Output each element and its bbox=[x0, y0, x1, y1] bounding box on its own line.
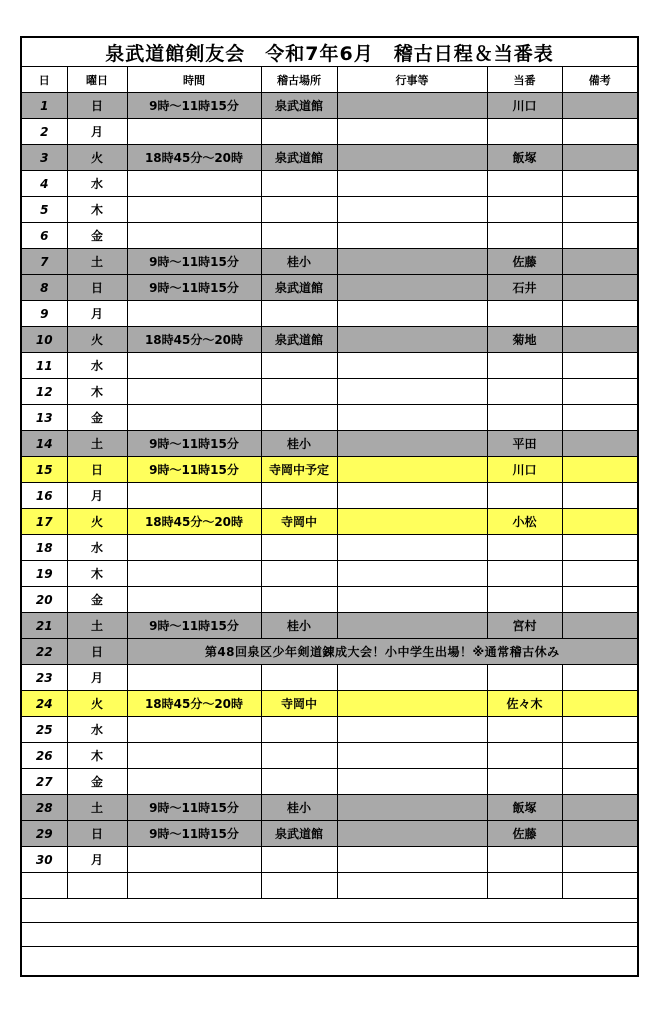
time-cell bbox=[127, 379, 261, 405]
place-cell: 桂小 bbox=[261, 795, 337, 821]
weekday-cell: 日 bbox=[67, 639, 127, 665]
day-cell: 15 bbox=[21, 457, 67, 483]
event-cell bbox=[337, 509, 487, 535]
time-cell: 9時～11時15分 bbox=[127, 457, 261, 483]
place-cell: 泉武道館 bbox=[261, 821, 337, 847]
event-cell bbox=[337, 145, 487, 171]
weekday-cell: 日 bbox=[67, 821, 127, 847]
note-cell bbox=[562, 743, 638, 769]
weekday-cell: 木 bbox=[67, 197, 127, 223]
duty-cell: 菊地 bbox=[487, 327, 562, 353]
duty-cell: 宮村 bbox=[487, 613, 562, 639]
duty-cell bbox=[487, 405, 562, 431]
weekday-cell: 月 bbox=[67, 119, 127, 145]
schedule-row-day-4 bbox=[21, 171, 638, 197]
note-cell bbox=[562, 301, 638, 327]
day-cell: 8 bbox=[21, 275, 67, 301]
duty-cell bbox=[487, 483, 562, 509]
day-cell: 14 bbox=[21, 431, 67, 457]
day-cell: 10 bbox=[21, 327, 67, 353]
header-note: 備考 bbox=[562, 67, 638, 93]
time-cell bbox=[127, 223, 261, 249]
duty-cell: 飯塚 bbox=[487, 795, 562, 821]
place-cell: 寺岡中予定 bbox=[261, 457, 337, 483]
duty-cell: 川口 bbox=[487, 93, 562, 119]
note-cell bbox=[562, 353, 638, 379]
schedule-sheet bbox=[20, 36, 637, 977]
place-cell bbox=[261, 743, 337, 769]
schedule-row-day-16 bbox=[21, 483, 638, 509]
weekday-cell: 水 bbox=[67, 171, 127, 197]
schedule-row-day-30 bbox=[21, 847, 638, 873]
place-cell: 泉武道館 bbox=[261, 327, 337, 353]
event-cell bbox=[337, 119, 487, 145]
time-cell bbox=[127, 561, 261, 587]
header-event: 行事等 bbox=[337, 67, 487, 93]
duty-cell bbox=[487, 665, 562, 691]
note-cell bbox=[562, 405, 638, 431]
schedule-row-day-26 bbox=[21, 743, 638, 769]
note-cell bbox=[562, 457, 638, 483]
schedule-row-day-28 bbox=[21, 795, 638, 821]
schedule-row-day-9 bbox=[21, 301, 638, 327]
duty-cell bbox=[487, 769, 562, 795]
schedule-row-day-5 bbox=[21, 197, 638, 223]
time-cell bbox=[127, 353, 261, 379]
event-cell bbox=[337, 873, 487, 899]
duty-cell bbox=[487, 171, 562, 197]
time-cell bbox=[127, 171, 261, 197]
event-cell bbox=[337, 535, 487, 561]
duty-cell: 佐藤 bbox=[487, 249, 562, 275]
note-cell bbox=[562, 327, 638, 353]
note-cell bbox=[562, 847, 638, 873]
time-cell: 9時～11時15分 bbox=[127, 275, 261, 301]
time-cell bbox=[127, 587, 261, 613]
place-cell bbox=[261, 171, 337, 197]
day-cell: 6 bbox=[21, 223, 67, 249]
weekday-cell bbox=[67, 873, 127, 899]
blank-row bbox=[21, 947, 638, 977]
place-cell bbox=[261, 223, 337, 249]
place-cell bbox=[261, 769, 337, 795]
schedule-row-day-17 bbox=[21, 509, 638, 535]
event-cell bbox=[337, 847, 487, 873]
duty-cell: 佐々木 bbox=[487, 691, 562, 717]
weekday-cell: 木 bbox=[67, 561, 127, 587]
event-cell bbox=[337, 197, 487, 223]
duty-cell bbox=[487, 353, 562, 379]
day-cell: 12 bbox=[21, 379, 67, 405]
duty-cell bbox=[487, 301, 562, 327]
place-cell: 寺岡中 bbox=[261, 509, 337, 535]
place-cell: 泉武道館 bbox=[261, 275, 337, 301]
blank-cell bbox=[21, 899, 638, 923]
weekday-cell: 日 bbox=[67, 457, 127, 483]
day-cell: 16 bbox=[21, 483, 67, 509]
note-cell bbox=[562, 561, 638, 587]
place-cell: 桂小 bbox=[261, 613, 337, 639]
place-cell bbox=[261, 379, 337, 405]
day-cell: 13 bbox=[21, 405, 67, 431]
event-cell bbox=[337, 587, 487, 613]
note-cell bbox=[562, 483, 638, 509]
place-cell bbox=[261, 847, 337, 873]
time-cell bbox=[127, 769, 261, 795]
weekday-cell: 月 bbox=[67, 301, 127, 327]
day-cell: 30 bbox=[21, 847, 67, 873]
place-cell: 桂小 bbox=[261, 249, 337, 275]
note-cell bbox=[562, 535, 638, 561]
day-cell: 27 bbox=[21, 769, 67, 795]
event-cell bbox=[337, 821, 487, 847]
duty-cell bbox=[487, 847, 562, 873]
note-cell bbox=[562, 145, 638, 171]
header-place: 稽古場所 bbox=[261, 67, 337, 93]
duty-cell bbox=[487, 587, 562, 613]
schedule-row-day-21 bbox=[21, 613, 638, 639]
weekday-cell: 土 bbox=[67, 795, 127, 821]
event-cell bbox=[337, 379, 487, 405]
time-cell: 18時45分～20時 bbox=[127, 145, 261, 171]
event-cell bbox=[337, 353, 487, 379]
duty-cell bbox=[487, 717, 562, 743]
note-cell bbox=[562, 431, 638, 457]
schedule-row-day-15 bbox=[21, 457, 638, 483]
duty-cell bbox=[487, 561, 562, 587]
time-cell: 9時～11時15分 bbox=[127, 795, 261, 821]
header-day: 日 bbox=[21, 67, 67, 93]
time-cell bbox=[127, 483, 261, 509]
duty-cell bbox=[487, 223, 562, 249]
schedule-body bbox=[21, 93, 638, 977]
weekday-cell: 水 bbox=[67, 353, 127, 379]
duty-cell bbox=[487, 743, 562, 769]
header-row bbox=[21, 67, 638, 93]
title-row bbox=[21, 37, 638, 67]
day-cell: 1 bbox=[21, 93, 67, 119]
time-cell bbox=[127, 847, 261, 873]
place-cell bbox=[261, 717, 337, 743]
place-cell bbox=[261, 301, 337, 327]
event-cell bbox=[337, 691, 487, 717]
blank-cell bbox=[21, 947, 638, 977]
day-cell: 29 bbox=[21, 821, 67, 847]
note-cell bbox=[562, 119, 638, 145]
day-cell: 24 bbox=[21, 691, 67, 717]
time-cell: 9時～11時15分 bbox=[127, 613, 261, 639]
event-cell: 第48回泉区少年剣道錬成大会！小中学生出場！※通常稽古休み bbox=[127, 639, 638, 665]
event-cell bbox=[337, 613, 487, 639]
schedule-row-day-7 bbox=[21, 249, 638, 275]
note-cell bbox=[562, 275, 638, 301]
place-cell bbox=[261, 119, 337, 145]
note-cell bbox=[562, 821, 638, 847]
place-cell: 泉武道館 bbox=[261, 93, 337, 119]
weekday-cell: 火 bbox=[67, 509, 127, 535]
time-cell bbox=[127, 301, 261, 327]
day-cell bbox=[21, 873, 67, 899]
note-cell bbox=[562, 379, 638, 405]
weekday-cell: 土 bbox=[67, 431, 127, 457]
schedule-row-day-19 bbox=[21, 561, 638, 587]
page-title: 泉武道館剣友会 令和7年6月 稽古日程＆当番表 bbox=[21, 37, 638, 67]
weekday-cell: 水 bbox=[67, 717, 127, 743]
header-duty: 当番 bbox=[487, 67, 562, 93]
day-cell: 25 bbox=[21, 717, 67, 743]
time-cell bbox=[127, 665, 261, 691]
weekday-cell: 日 bbox=[67, 275, 127, 301]
note-cell bbox=[562, 509, 638, 535]
weekday-cell: 日 bbox=[67, 93, 127, 119]
event-cell bbox=[337, 665, 487, 691]
schedule-row-day-13 bbox=[21, 405, 638, 431]
schedule-row-day-18 bbox=[21, 535, 638, 561]
note-cell bbox=[562, 795, 638, 821]
place-cell bbox=[261, 535, 337, 561]
event-cell bbox=[337, 561, 487, 587]
note-cell bbox=[562, 93, 638, 119]
day-cell: 26 bbox=[21, 743, 67, 769]
time-cell bbox=[127, 405, 261, 431]
weekday-cell: 土 bbox=[67, 613, 127, 639]
event-cell bbox=[337, 457, 487, 483]
time-cell: 18時45分～20時 bbox=[127, 509, 261, 535]
note-cell bbox=[562, 717, 638, 743]
schedule-row-day-23 bbox=[21, 665, 638, 691]
note-cell bbox=[562, 769, 638, 795]
weekday-cell: 金 bbox=[67, 769, 127, 795]
duty-cell: 飯塚 bbox=[487, 145, 562, 171]
duty-cell bbox=[487, 197, 562, 223]
place-cell bbox=[261, 483, 337, 509]
place-cell bbox=[261, 873, 337, 899]
note-cell bbox=[562, 223, 638, 249]
day-cell: 4 bbox=[21, 171, 67, 197]
schedule-row-day-27 bbox=[21, 769, 638, 795]
schedule-row-day-3 bbox=[21, 145, 638, 171]
day-cell: 11 bbox=[21, 353, 67, 379]
weekday-cell: 金 bbox=[67, 223, 127, 249]
time-cell bbox=[127, 743, 261, 769]
day-cell: 2 bbox=[21, 119, 67, 145]
day-cell: 5 bbox=[21, 197, 67, 223]
schedule-row-day-8 bbox=[21, 275, 638, 301]
weekday-cell: 土 bbox=[67, 249, 127, 275]
schedule-row-day-25 bbox=[21, 717, 638, 743]
day-cell: 17 bbox=[21, 509, 67, 535]
schedule-row-day-10 bbox=[21, 327, 638, 353]
time-cell: 9時～11時15分 bbox=[127, 431, 261, 457]
schedule-row-day-1 bbox=[21, 93, 638, 119]
duty-cell bbox=[487, 379, 562, 405]
event-cell bbox=[337, 223, 487, 249]
weekday-cell: 金 bbox=[67, 587, 127, 613]
weekday-cell: 月 bbox=[67, 665, 127, 691]
duty-cell bbox=[487, 873, 562, 899]
time-cell: 18時45分～20時 bbox=[127, 327, 261, 353]
day-cell: 9 bbox=[21, 301, 67, 327]
place-cell bbox=[261, 665, 337, 691]
event-cell bbox=[337, 769, 487, 795]
weekday-cell: 月 bbox=[67, 847, 127, 873]
duty-cell bbox=[487, 119, 562, 145]
duty-cell: 佐藤 bbox=[487, 821, 562, 847]
place-cell: 泉武道館 bbox=[261, 145, 337, 171]
time-cell bbox=[127, 535, 261, 561]
time-cell bbox=[127, 119, 261, 145]
day-cell: 18 bbox=[21, 535, 67, 561]
day-cell: 22 bbox=[21, 639, 67, 665]
header-time: 時間 bbox=[127, 67, 261, 93]
day-cell: 7 bbox=[21, 249, 67, 275]
schedule-row-day-14 bbox=[21, 431, 638, 457]
schedule-row-day-11 bbox=[21, 353, 638, 379]
event-cell bbox=[337, 327, 487, 353]
duty-cell: 川口 bbox=[487, 457, 562, 483]
note-cell bbox=[562, 613, 638, 639]
time-cell: 18時45分～20時 bbox=[127, 691, 261, 717]
time-cell: 9時～11時15分 bbox=[127, 821, 261, 847]
schedule-row-day-29 bbox=[21, 821, 638, 847]
place-cell bbox=[261, 353, 337, 379]
schedule-row-day-12 bbox=[21, 379, 638, 405]
weekday-cell: 月 bbox=[67, 483, 127, 509]
event-cell bbox=[337, 249, 487, 275]
time-cell: 9時～11時15分 bbox=[127, 249, 261, 275]
weekday-cell: 金 bbox=[67, 405, 127, 431]
blank-row bbox=[21, 923, 638, 947]
schedule-table bbox=[20, 36, 639, 977]
event-cell bbox=[337, 93, 487, 119]
note-cell bbox=[562, 873, 638, 899]
place-cell bbox=[261, 197, 337, 223]
event-cell bbox=[337, 275, 487, 301]
duty-cell: 平田 bbox=[487, 431, 562, 457]
place-cell bbox=[261, 561, 337, 587]
weekday-cell: 火 bbox=[67, 327, 127, 353]
blank-cell bbox=[21, 923, 638, 947]
note-cell bbox=[562, 197, 638, 223]
weekday-cell: 木 bbox=[67, 379, 127, 405]
schedule-row-day-22 bbox=[21, 639, 638, 665]
event-cell bbox=[337, 405, 487, 431]
duty-cell: 小松 bbox=[487, 509, 562, 535]
weekday-cell: 火 bbox=[67, 145, 127, 171]
event-cell bbox=[337, 743, 487, 769]
day-cell: 20 bbox=[21, 587, 67, 613]
schedule-row-day-2 bbox=[21, 119, 638, 145]
weekday-cell: 水 bbox=[67, 535, 127, 561]
time-cell: 9時～11時15分 bbox=[127, 93, 261, 119]
event-cell bbox=[337, 717, 487, 743]
header-weekday: 曜日 bbox=[67, 67, 127, 93]
event-cell bbox=[337, 431, 487, 457]
event-cell bbox=[337, 795, 487, 821]
schedule-row-day-6 bbox=[21, 223, 638, 249]
day-cell: 28 bbox=[21, 795, 67, 821]
note-cell bbox=[562, 691, 638, 717]
event-cell bbox=[337, 171, 487, 197]
weekday-cell: 木 bbox=[67, 743, 127, 769]
duty-cell: 石井 bbox=[487, 275, 562, 301]
day-cell: 21 bbox=[21, 613, 67, 639]
weekday-cell: 火 bbox=[67, 691, 127, 717]
schedule-row-day-24 bbox=[21, 691, 638, 717]
place-cell bbox=[261, 587, 337, 613]
place-cell bbox=[261, 405, 337, 431]
place-cell: 桂小 bbox=[261, 431, 337, 457]
time-cell bbox=[127, 717, 261, 743]
duty-cell bbox=[487, 535, 562, 561]
time-cell bbox=[127, 197, 261, 223]
schedule-row-day-20 bbox=[21, 587, 638, 613]
day-cell: 23 bbox=[21, 665, 67, 691]
day-cell: 19 bbox=[21, 561, 67, 587]
note-cell bbox=[562, 587, 638, 613]
place-cell: 寺岡中 bbox=[261, 691, 337, 717]
note-cell bbox=[562, 665, 638, 691]
event-cell bbox=[337, 483, 487, 509]
time-cell bbox=[127, 873, 261, 899]
note-cell bbox=[562, 171, 638, 197]
note-cell bbox=[562, 249, 638, 275]
blank-row bbox=[21, 899, 638, 923]
empty-row bbox=[21, 873, 638, 899]
day-cell: 3 bbox=[21, 145, 67, 171]
event-cell bbox=[337, 301, 487, 327]
